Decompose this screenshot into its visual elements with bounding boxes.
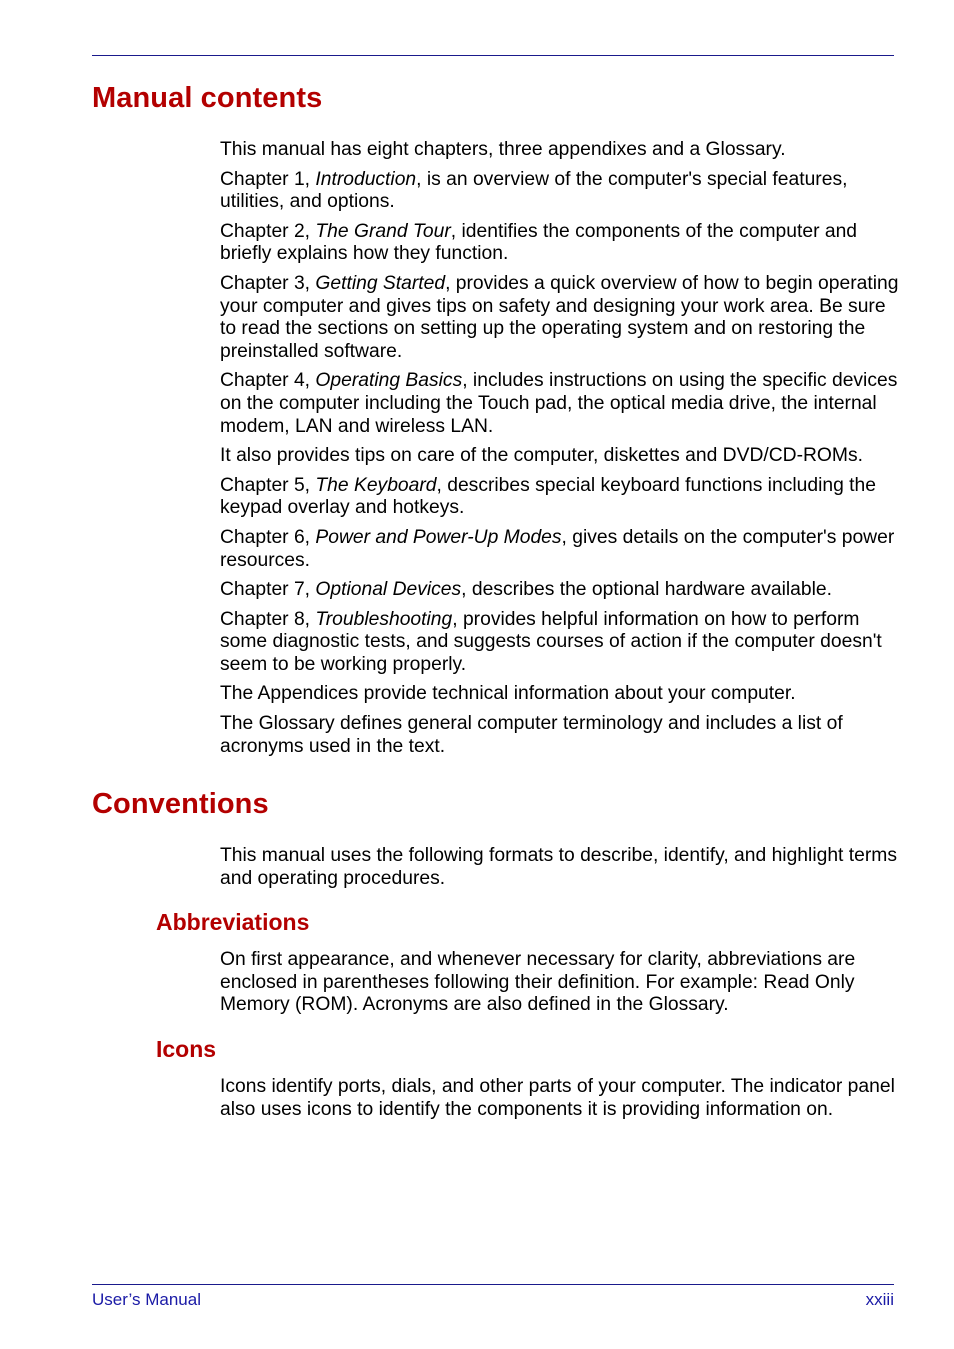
paragraph: On first appearance, and whenever necessary for clarity, abbreviations are enclosed in parentheses following their definition. For example: Read Only Memory (ROM). Acronyms are also defined in the Glossary. [220, 949, 856, 1016]
abbreviations-body [220, 949, 900, 1024]
heading-icons: Icons [156, 1036, 217, 1062]
paragraph: Icons identify ports, dials, and other parts of your computer. The indicator panel also uses icons to identify the components it is providing information on. [220, 1076, 895, 1120]
paragraph: Chapter 1, Introduction, is an overview of the computer's special features, utilities, and options. [220, 168, 848, 213]
paragraph: Chapter 8, Troubleshooting, provides helpful information on how to perform some diagnostic tests, and suggests courses of action if the computer doesn't seem to be working properly. [220, 608, 882, 675]
header-rule [92, 55, 894, 56]
conventions-body [220, 845, 900, 897]
heading-conventions: Conventions [92, 788, 269, 820]
paragraph: Chapter 2, The Grand Tour, identifies the components of the computer and briefly explains how they function. [220, 220, 858, 265]
paragraph: Chapter 4, Operating Basics, includes instructions on using the specific devices on the computer including the Touch pad, the optical media drive, the internal modem, LAN and wireless LAN. [220, 370, 898, 437]
paragraph: Chapter 6, Power and Power-Up Modes, gives details on the computer's power resources. [220, 526, 895, 571]
paragraph: Chapter 7, Optional Devices, describes the optional hardware available. [220, 579, 832, 601]
paragraph: Chapter 3, Getting Started, provides a quick overview of how to begin operating your computer and gives tips on safety and designing your work area. Be sure to read the sections on setting up the operating system and on restoring the preinstalled software. [220, 272, 899, 362]
icons-body [220, 1076, 900, 1128]
footer-rule [92, 1284, 894, 1285]
paragraph: This manual has eight chapters, three appendixes and a Glossary. [220, 139, 786, 160]
paragraph: Chapter 5, The Keyboard, describes special keyboard functions including the keypad overlay and hotkeys. [220, 474, 876, 519]
heading-abbreviations: Abbreviations [156, 909, 310, 935]
footer-manual-title: User’s Manual [92, 1290, 201, 1309]
paragraph: It also provides tips on care of the computer, diskettes and DVD/CD-ROMs. [220, 445, 863, 467]
paragraph: The Glossary defines general computer terminology and includes a list of acronyms used in the text. [220, 713, 843, 757]
heading-manual-contents: Manual contents [92, 82, 323, 114]
manual-contents-body [220, 139, 900, 765]
paragraph: The Appendices provide technical information about your computer. [220, 683, 796, 705]
footer-page-number: xxiii [865, 1290, 894, 1309]
paragraph: This manual uses the following formats to describe, identify, and highlight terms and operating procedures. [220, 845, 897, 889]
